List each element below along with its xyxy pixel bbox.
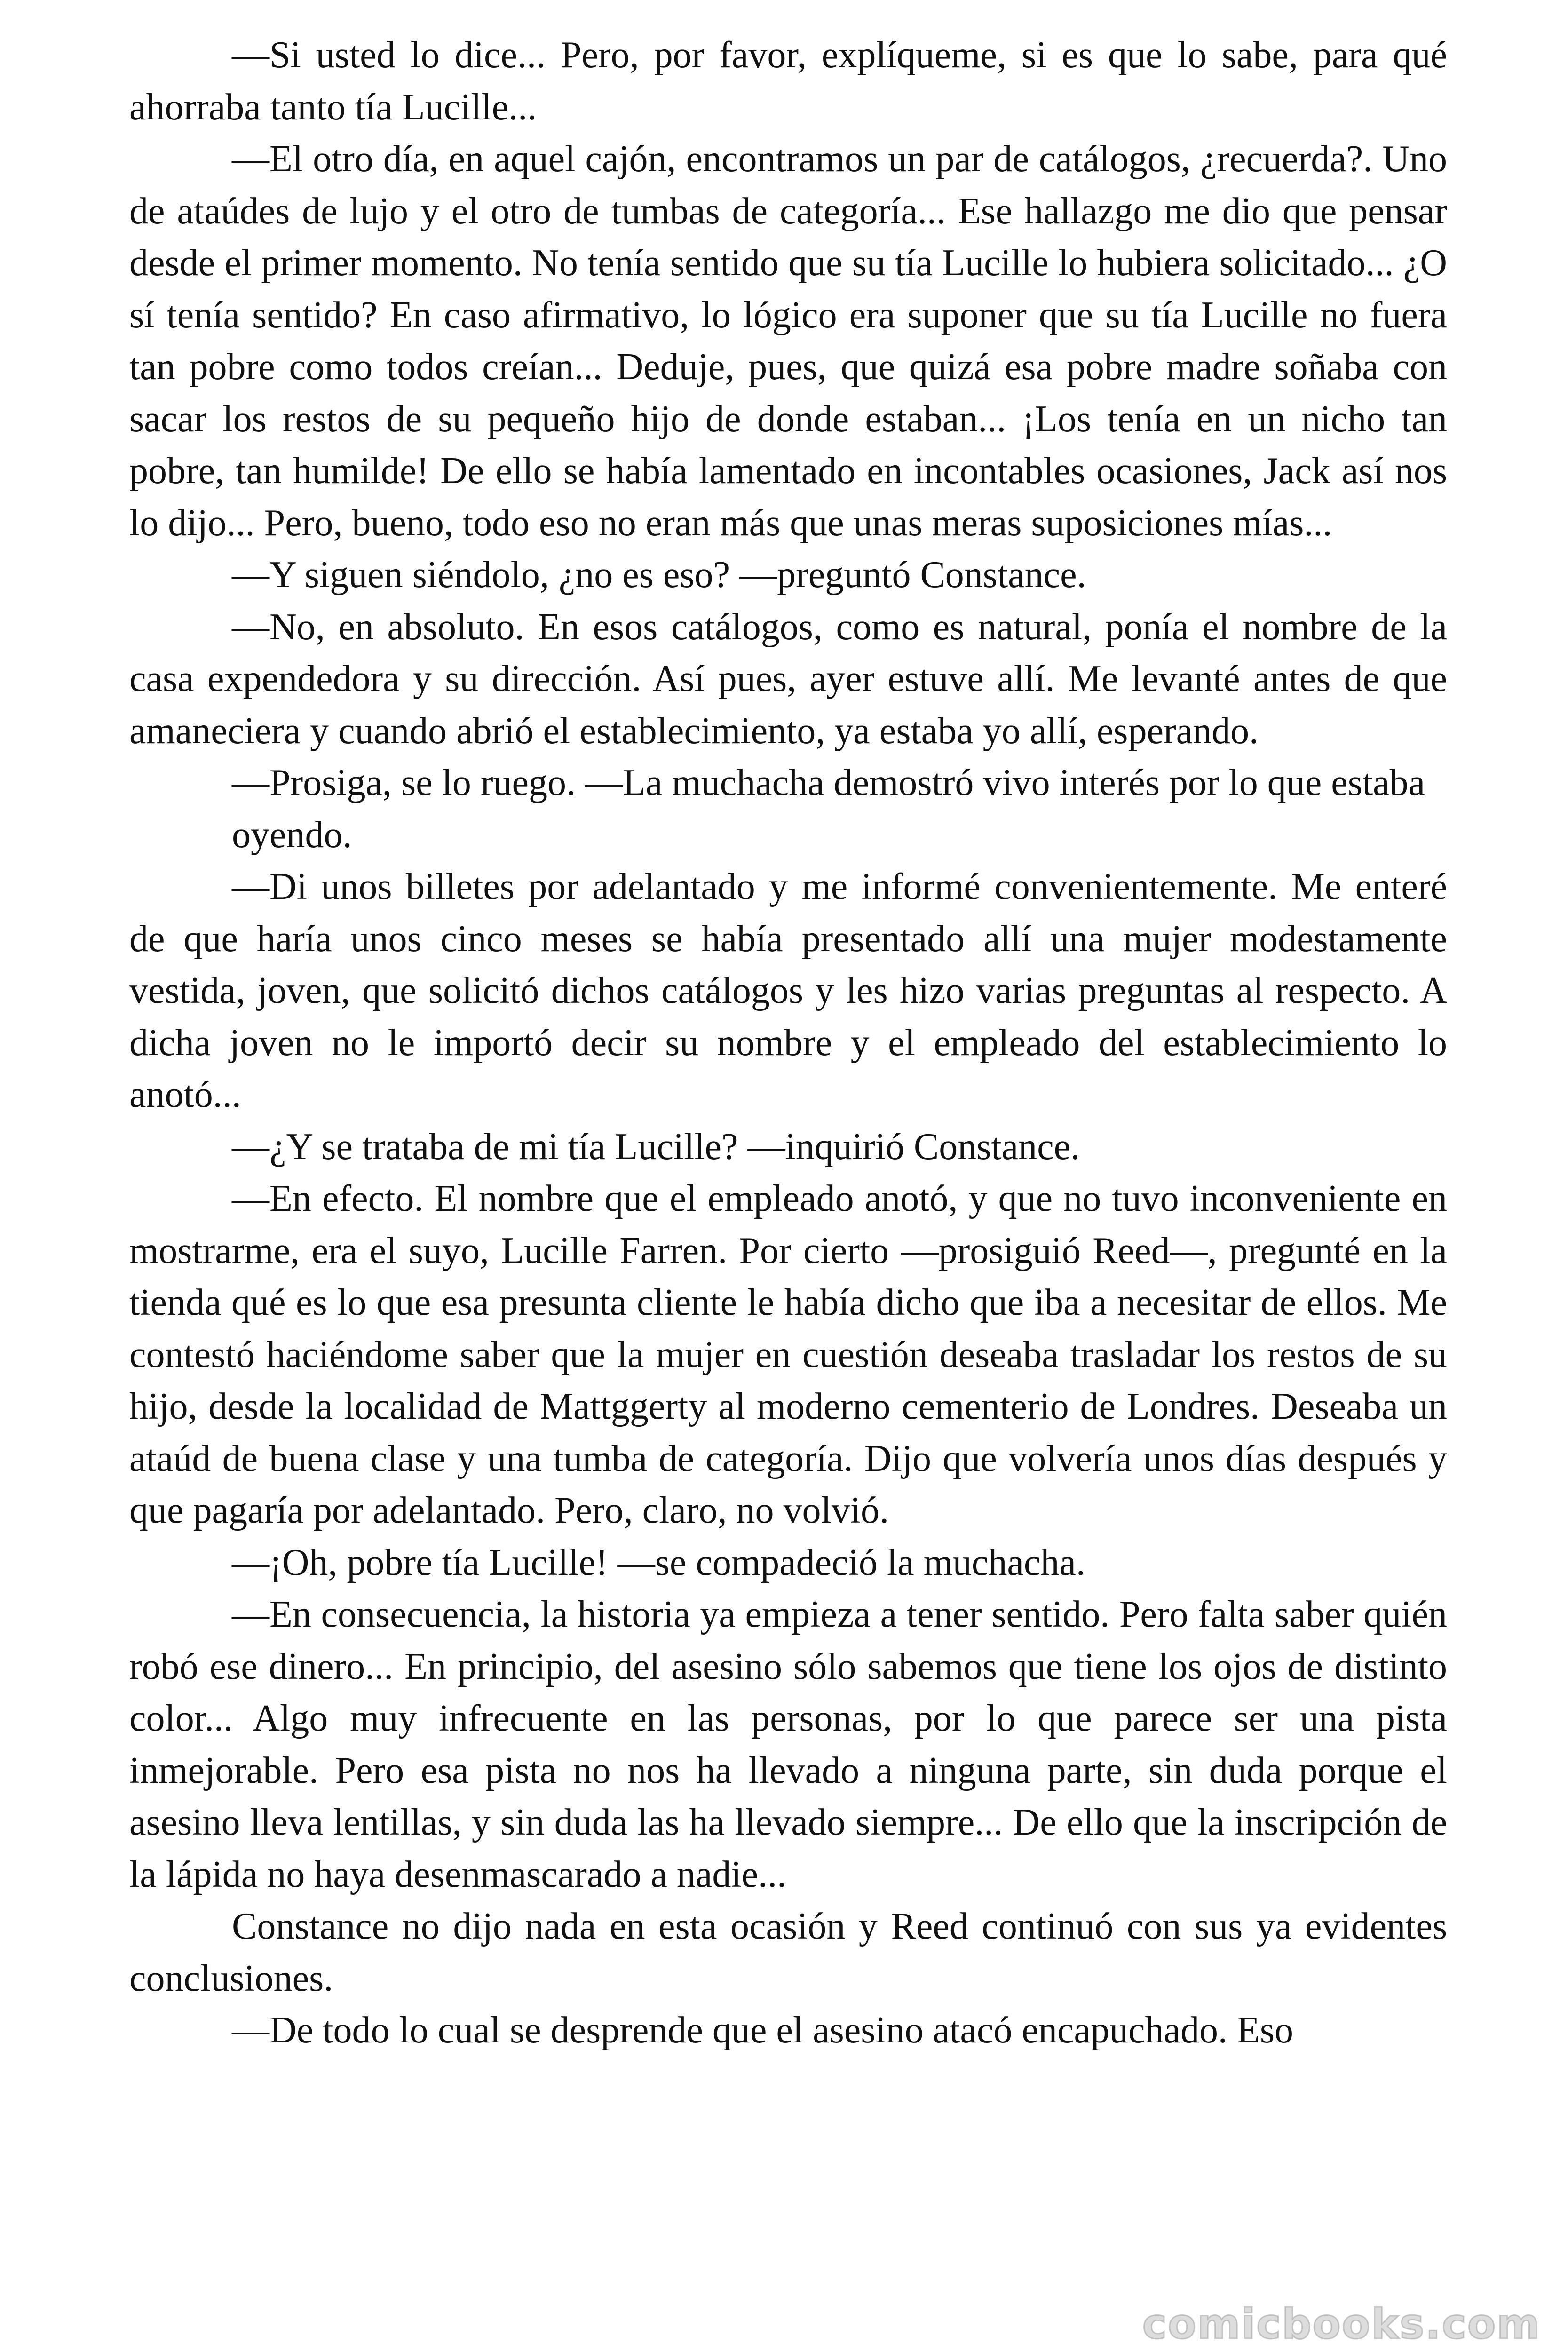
paragraph: —No, en absoluto. En esos catálogos, como es natural, ponía el nombre de la casa expendedora y su dirección. Así pues, ayer estuve allí. Me levanté antes de que amaneciera y cuando abrió el establecimiento, ya estaba yo allí, esperando. [129,606,1447,752]
paragraph-last-line: —De todo lo cual se desprende que el asesino atacó encapuchado. Eso [232,2010,1293,2051]
paragraph: —En consecuencia, la historia ya empieza a tener sentido. Pero falta saber quién robó ese dinero... En principio, del asesino sólo sabemos que tiene los ojos de distinto color... Algo muy infrecuente en las personas, por lo que parece ser una pista inmejorable. Pero esa pista no nos ha llevado a ninguna parte, sin duda porque el asesino lleva lentillas, y sin duda las ha llevado siempre... De ello que la inscripción de la lápida no haya desenmascarado a nadie... [129,1594,1447,1895]
paragraph: —Y siguen siéndolo, ¿no es eso? —preguntó Constance. [232,554,1086,596]
paragraph: —En efecto. El nombre que el empleado anotó, y que no tuvo inconveniente en mostrarme, era el suyo, Lucille Farren. Por cierto —prosiguió Reed—, pregunté en la tienda qué es lo que esa presunta cliente le había dicho que iba a necesitar de ellos. Me contestó haciéndome saber que la mujer en cuestión deseaba trasladar los restos de su hijo, desde la localidad de Mattggerty al moderno cementerio de Londres. Deseaba un ataúd de buena clase y una tumba de categoría. Dijo que volvería unos días después y que pagaría por adelantado. Pero, claro, no volvió. [129,1178,1447,1531]
paragraph: —El otro día, en aquel cajón, encontramos un par de catálogos, ¿recuerda?. Uno de ataúdes de lujo y el otro de tumbas de categoría... Ese hallazgo me dio que pensar desde el primer momento. No tenía sentido que su tía Lucille lo hubiera solicitado... ¿O sí tenía sentido? En caso afirmativo, lo lógico era suponer que su tía Lucille no fuera tan pobre como todos creían... Deduje, pues, que quizá esa pobre madre soñaba con sacar los restos de su pequeño hijo de donde estaban... ¡Los tenía en un nicho tan pobre, tan humilde! De ello se había lamentado en incontables ocasiones, Jack así nos lo dijo... Pero, bueno, todo eso no eran más que unas meras suposiciones mías... [129,138,1447,544]
paragraph: —Prosiga, se lo ruego. —La muchacha demostró vivo interés por lo que estaba oyendo. [232,762,1425,856]
watermark: comicbooks.com [1142,2300,1541,2348]
paragraph: —¡Oh, pobre tía Lucille! —se compadeció la muchacha. [232,1542,1085,1583]
paragraph: Constance no dijo nada en esta ocasión y Reed continuó con sus ya evidentes conclusiones. [129,1906,1447,1999]
paragraph: —¿Y se trataba de mi tía Lucille? —inquirió Constance. [232,1126,1080,1168]
page-text [129,29,1447,2057]
paragraph: —Di unos billetes por adelantado y me informé convenientemente. Me enteré de que haría unos cinco meses se había presentado allí una mujer modestamente vestida, joven, que solicitó dichos catálogos y les hizo varias preguntas al respecto. A dicha joven no le importó decir su nombre y el empleado del establecimiento lo anotó... [129,866,1447,1115]
paragraph: —Si usted lo dice... Pero, por favor, explíqueme, si es que lo sabe, para qué ahorraba tanto tía Lucille... [129,34,1447,128]
